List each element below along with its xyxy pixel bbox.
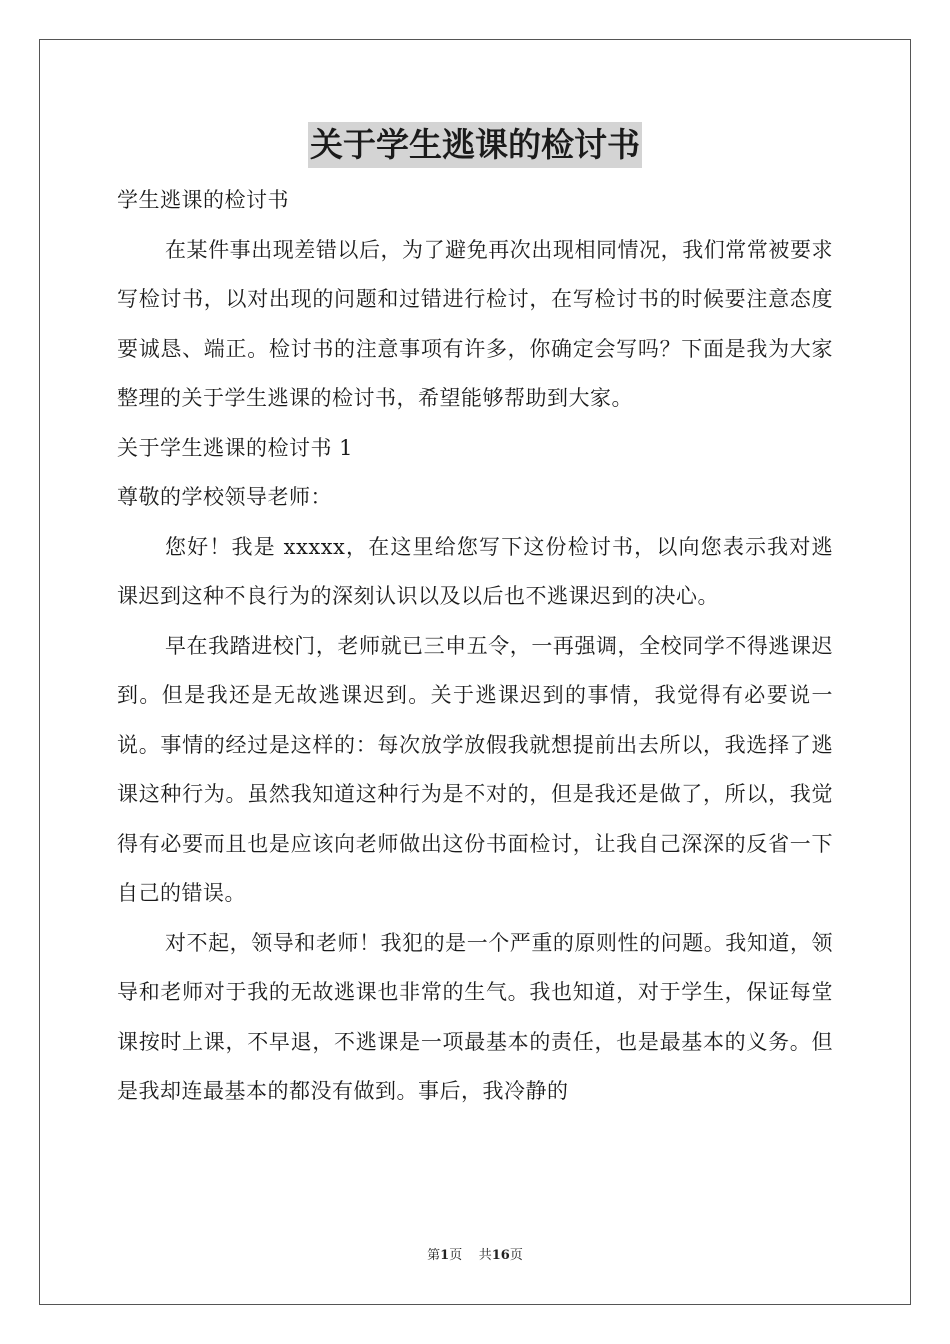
paragraph-body-1: 早在我踏进校门，老师就已三申五令，一再强调，全校同学不得逃课迟到。但是我还是无故逃课迟到。关于逃课迟到的事情，我觉得有必要说一说。事情的经过是这样的：每次放学放假我就想提前出去所以，我选择了逃课这种行为。虽然我知道这种行为是不对的，但是我还是做了，所以，我觉得有必要而且也是应该向老师做出这份书面检讨，让我自己深深的反省一下自己的错误。	[117, 633, 833, 905]
title-container	[0, 122, 950, 168]
footer-page-suffix: 页	[449, 1248, 463, 1263]
document-body	[117, 176, 833, 1117]
paragraph-intro: 在某件事出现差错以后，为了避免再次出现相同情况，我们常常被要求写检讨书，以对出现的问题和过错进行检讨，在写检讨书的时候要注意态度要诚恳、端正。检讨书的注意事项有许多，你确定会写吗？下面是我为大家整理的关于学生逃课的检讨书，希望能够帮助到大家。	[117, 237, 833, 410]
footer-page-prefix: 第	[427, 1248, 441, 1263]
footer-page-total: 16	[491, 1248, 510, 1263]
document-title: 关于学生逃课的检讨书	[308, 122, 642, 168]
paragraph-body-2: 对不起，领导和老师！我犯的是一个严重的原则性的问题。我知道，领导和老师对于我的无故逃课也非常的生气。我也知道，对于学生，保证每堂课按时上课，不早退，不逃课是一项最基本的责任，也是最基本的义务。但是我却连最基本的都没有做到。事后，我冷静的	[117, 930, 833, 1103]
paragraph-greeting: 您好！我是 xxxxx，在这里给您写下这份检讨书，以向您表示我对逃课迟到这种不良行为的深刻认识以及以后也不逃课迟到的决心。	[117, 534, 833, 608]
page-footer	[0, 1244, 950, 1263]
paragraph-subtitle: 学生逃课的检讨书	[117, 188, 289, 212]
footer-total-suffix: 页	[509, 1248, 523, 1263]
footer-total-prefix: 共	[478, 1248, 492, 1263]
paragraph-salutation: 尊敬的学校领导老师：	[117, 485, 332, 509]
footer-page-current: 1	[440, 1248, 450, 1263]
paragraph-section-heading: 关于学生逃课的检讨书 1	[117, 435, 354, 460]
